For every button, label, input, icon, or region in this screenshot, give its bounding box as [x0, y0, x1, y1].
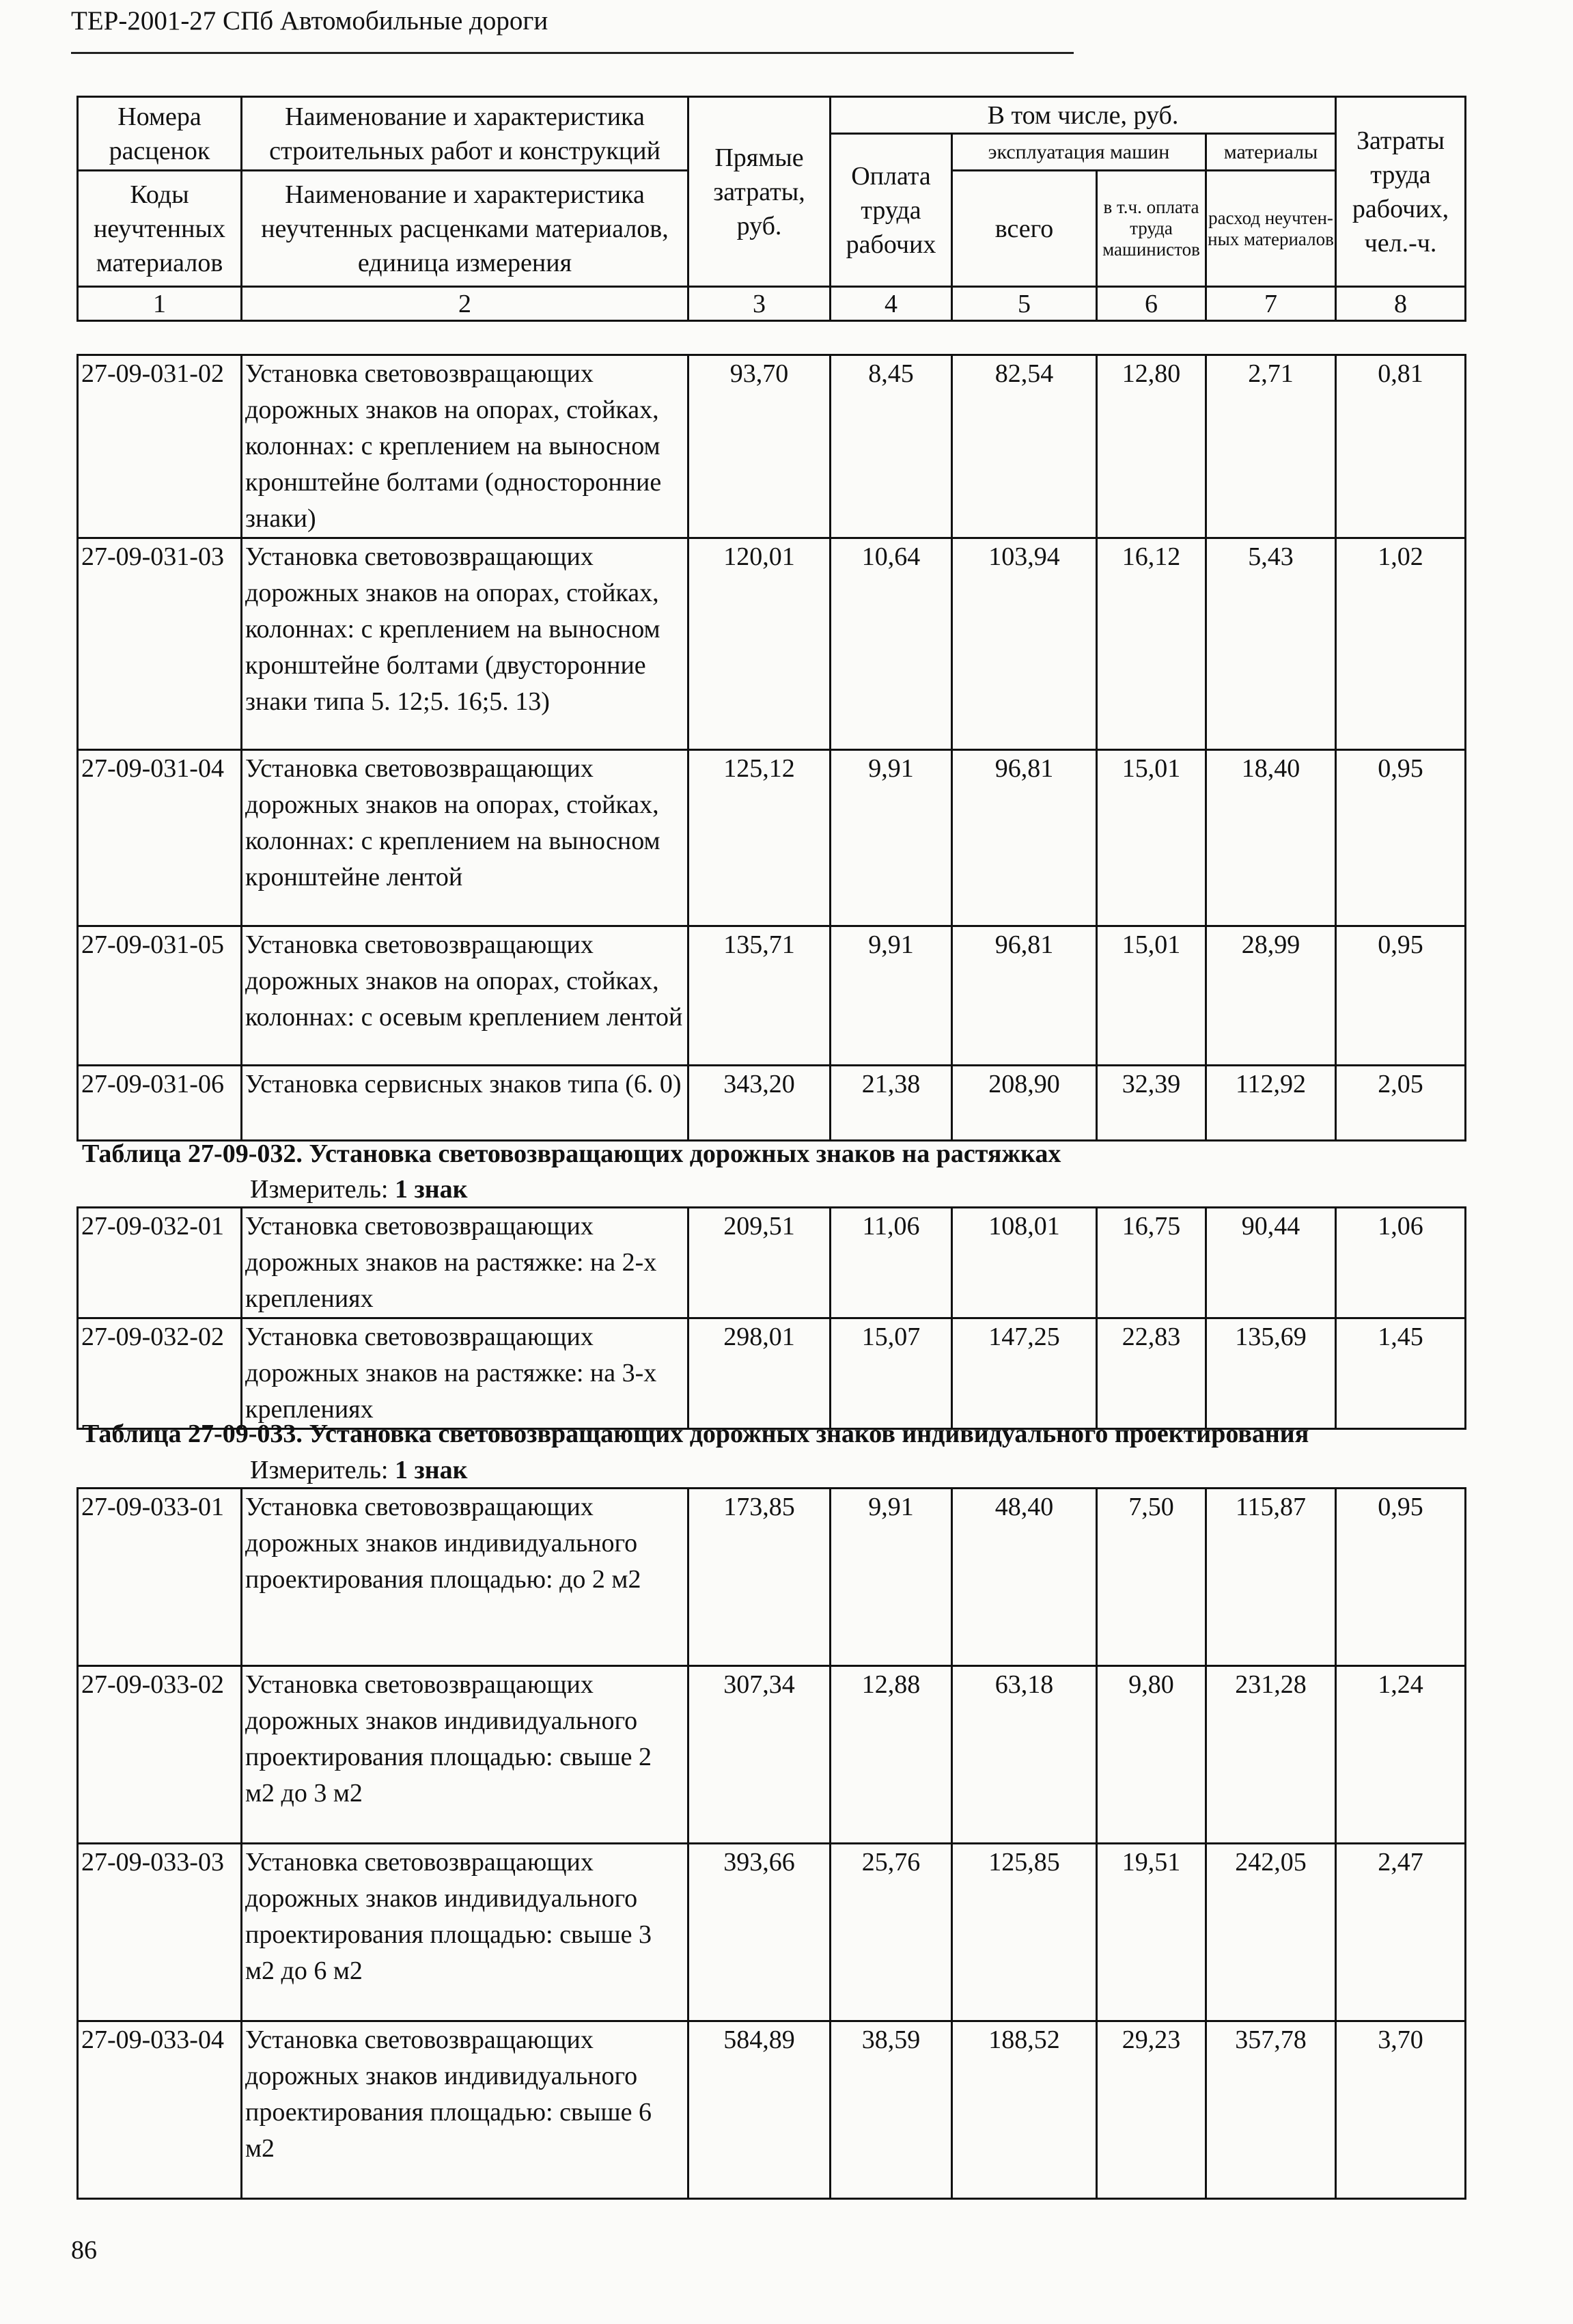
rate-code: 27-09-033-04	[78, 2021, 242, 2199]
rate-code: 27-09-031-05	[78, 926, 242, 1066]
labor-pay: 25,76	[831, 1844, 952, 2021]
labor-hours: 1,24	[1336, 1666, 1466, 1844]
labor-hours: 0,95	[1336, 750, 1466, 926]
labor-pay: 12,88	[831, 1666, 952, 1844]
rate-code: 27-09-032-01	[78, 1208, 242, 1318]
column-number: 5	[952, 287, 1097, 321]
table-row	[78, 355, 1466, 538]
materials-cost: 28,99	[1206, 926, 1336, 1066]
rates-table-033	[76, 1487, 1466, 2200]
column-number: 6	[1097, 287, 1206, 321]
labor-hours: 0,81	[1336, 355, 1466, 538]
operators-pay: 12,80	[1097, 355, 1206, 538]
work-description: Установка световозвращающих дорожных знаков на опорах, стойках, колоннах: с креплением на выносном кронштейне болтами (односторонние знаки)	[242, 355, 688, 538]
work-description: Установка световозвращающих дорожных знаков на опорах, стойках, колоннах: с креплением на выносном кронштейне лентой	[242, 750, 688, 926]
column-header-table	[76, 96, 1466, 322]
work-description: Установка световозвращающих дорожных знаков индивидуального проектирования площадью: свыше 3 м2 до 6 м2	[242, 1844, 688, 2021]
header-including-group: В том числе, руб.	[831, 97, 1336, 134]
rate-code: 27-09-031-02	[78, 355, 242, 538]
table-row	[78, 1844, 1466, 2021]
labor-pay: 9,91	[831, 750, 952, 926]
header-unaccounted-materials: расход неучтен-ных материалов	[1206, 171, 1336, 287]
header-material-name: Наименование и характеристика неучтенных расценками материалов, единица измерения	[242, 171, 688, 287]
machine-costs: 208,90	[952, 1066, 1097, 1141]
table-row	[78, 538, 1466, 750]
labor-pay: 9,91	[831, 1489, 952, 1666]
operators-pay: 7,50	[1097, 1489, 1206, 1666]
direct-costs: 125,12	[688, 750, 831, 926]
materials-cost: 357,78	[1206, 2021, 1336, 2199]
rate-code: 27-09-033-02	[78, 1666, 242, 1844]
direct-costs: 209,51	[688, 1208, 831, 1318]
labor-hours: 2,05	[1336, 1066, 1466, 1141]
meter-label: Измеритель:	[250, 1456, 389, 1484]
machine-costs: 108,01	[952, 1208, 1097, 1318]
work-description: Установка световозвращающих дорожных знаков индивидуального проектирования площадью: до 2 м2	[242, 1489, 688, 1666]
work-description: Установка световозвращающих дорожных знаков на растяжке: на 3-х креплениях	[242, 1318, 688, 1429]
labor-hours: 3,70	[1336, 2021, 1466, 2199]
rate-code: 27-09-033-03	[78, 1844, 242, 2021]
header-machines-total: всего	[952, 171, 1097, 287]
rate-code: 27-09-032-02	[78, 1318, 242, 1429]
materials-cost: 231,28	[1206, 1666, 1336, 1844]
rate-code: 27-09-031-03	[78, 538, 242, 750]
direct-costs: 307,34	[688, 1666, 831, 1844]
table-title-032: Таблица 27-09-032. Установка световозвращающих дорожных знаков на растяжках	[82, 1139, 1061, 1168]
header-rate-numbers: Номера расценок	[78, 97, 242, 171]
direct-costs: 120,01	[688, 538, 831, 750]
machine-costs: 82,54	[952, 355, 1097, 538]
work-description: Установка световозвращающих дорожных знаков индивидуального проектирования площадью: свыше 6 м2	[242, 2021, 688, 2199]
operators-pay: 32,39	[1097, 1066, 1206, 1141]
direct-costs: 393,66	[688, 1844, 831, 2021]
header-materials: материалы	[1206, 134, 1336, 171]
header-work-name: Наименование и характеристика строительных работ и конструкций	[242, 97, 688, 171]
direct-costs: 135,71	[688, 926, 831, 1066]
table-row	[78, 1208, 1466, 1318]
column-number: 2	[242, 287, 688, 321]
operators-pay: 22,83	[1097, 1318, 1206, 1429]
header-labor-hours: Затраты труда рабочих, чел.-ч.	[1336, 97, 1466, 287]
work-description: Установка световозвращающих дорожных знаков на опорах, стойках, колоннах: с осевым креплением лентой	[242, 926, 688, 1066]
header-direct-costs: Прямые затраты, руб.	[688, 97, 831, 287]
labor-pay: 15,07	[831, 1318, 952, 1429]
operators-pay: 29,23	[1097, 2021, 1206, 2199]
rate-code: 27-09-031-04	[78, 750, 242, 926]
labor-pay: 38,59	[831, 2021, 952, 2199]
labor-pay: 8,45	[831, 355, 952, 538]
operators-pay: 16,12	[1097, 538, 1206, 750]
materials-cost: 115,87	[1206, 1489, 1336, 1666]
table-row	[78, 2021, 1466, 2199]
labor-pay: 10,64	[831, 538, 952, 750]
labor-hours: 0,95	[1336, 1489, 1466, 1666]
meter-033	[250, 1455, 468, 1485]
table-row	[78, 1318, 1466, 1429]
materials-cost: 112,92	[1206, 1066, 1336, 1141]
table-row	[78, 926, 1466, 1066]
direct-costs: 343,20	[688, 1066, 831, 1141]
machine-costs: 125,85	[952, 1844, 1097, 2021]
labor-pay: 11,06	[831, 1208, 952, 1318]
labor-hours: 2,47	[1336, 1844, 1466, 2021]
work-description: Установка световозвращающих дорожных знаков на растяжке: на 2-х креплениях	[242, 1208, 688, 1318]
meter-032	[250, 1174, 468, 1204]
work-description: Установка световозвращающих дорожных знаков на опорах, стойках, колоннах: с креплением на выносном кронштейне болтами (двусторонние знаки типа 5. 12;5. 16;5. 13)	[242, 538, 688, 750]
materials-cost: 90,44	[1206, 1208, 1336, 1318]
direct-costs: 298,01	[688, 1318, 831, 1429]
direct-costs: 93,70	[688, 355, 831, 538]
direct-costs: 173,85	[688, 1489, 831, 1666]
operators-pay: 19,51	[1097, 1844, 1206, 2021]
rate-code: 27-09-033-01	[78, 1489, 242, 1666]
materials-cost: 242,05	[1206, 1844, 1336, 2021]
labor-pay: 9,91	[831, 926, 952, 1066]
column-number: 1	[78, 287, 242, 321]
table-row	[78, 750, 1466, 926]
materials-cost: 18,40	[1206, 750, 1336, 926]
page-number: 86	[71, 2236, 97, 2265]
labor-hours: 1,45	[1336, 1318, 1466, 1429]
work-description: Установка световозвращающих дорожных знаков индивидуального проектирования площадью: свыше 2 м2 до 3 м2	[242, 1666, 688, 1844]
labor-pay: 21,38	[831, 1066, 952, 1141]
rates-table-031	[76, 354, 1466, 1142]
operators-pay: 15,01	[1097, 926, 1206, 1066]
materials-cost: 5,43	[1206, 538, 1336, 750]
header-operators-pay: в т.ч. оплата труда машинистов	[1097, 171, 1206, 287]
machine-costs: 96,81	[952, 750, 1097, 926]
header-machine-operation: эксплуатация машин	[952, 134, 1206, 171]
meter-label: Измеритель:	[250, 1175, 389, 1204]
header-material-codes: Коды неучтенных материалов	[78, 171, 242, 287]
table-row	[78, 1666, 1466, 1844]
table-row	[78, 1066, 1466, 1141]
column-number: 7	[1206, 287, 1336, 321]
machine-costs: 147,25	[952, 1318, 1097, 1429]
machine-costs: 103,94	[952, 538, 1097, 750]
header-rule	[71, 52, 1074, 54]
operators-pay: 16,75	[1097, 1208, 1206, 1318]
column-number: 3	[688, 287, 831, 321]
rates-table-032	[76, 1206, 1466, 1430]
meter-value: 1 знак	[395, 1175, 468, 1204]
running-header: ТЕР-2001-27 СПб Автомобильные дороги	[71, 6, 548, 36]
machine-costs: 63,18	[952, 1666, 1097, 1844]
labor-hours: 0,95	[1336, 926, 1466, 1066]
operators-pay: 9,80	[1097, 1666, 1206, 1844]
materials-cost: 2,71	[1206, 355, 1336, 538]
materials-cost: 135,69	[1206, 1318, 1336, 1429]
table-title-033: Таблица 27-09-033. Установка световозвращающих дорожных знаков индивидуального проектирования	[82, 1420, 1309, 1448]
labor-hours: 1,06	[1336, 1208, 1466, 1318]
rate-code: 27-09-031-06	[78, 1066, 242, 1141]
machine-costs: 188,52	[952, 2021, 1097, 2199]
machine-costs: 48,40	[952, 1489, 1097, 1666]
column-number: 4	[831, 287, 952, 321]
table-row	[78, 1489, 1466, 1666]
operators-pay: 15,01	[1097, 750, 1206, 926]
column-number: 8	[1336, 287, 1466, 321]
labor-hours: 1,02	[1336, 538, 1466, 750]
work-description: Установка сервисных знаков типа (6. 0)	[242, 1066, 688, 1141]
direct-costs: 584,89	[688, 2021, 831, 2199]
meter-value: 1 знак	[395, 1456, 468, 1484]
header-labor-pay: Оплата труда рабочих	[831, 134, 952, 287]
machine-costs: 96,81	[952, 926, 1097, 1066]
